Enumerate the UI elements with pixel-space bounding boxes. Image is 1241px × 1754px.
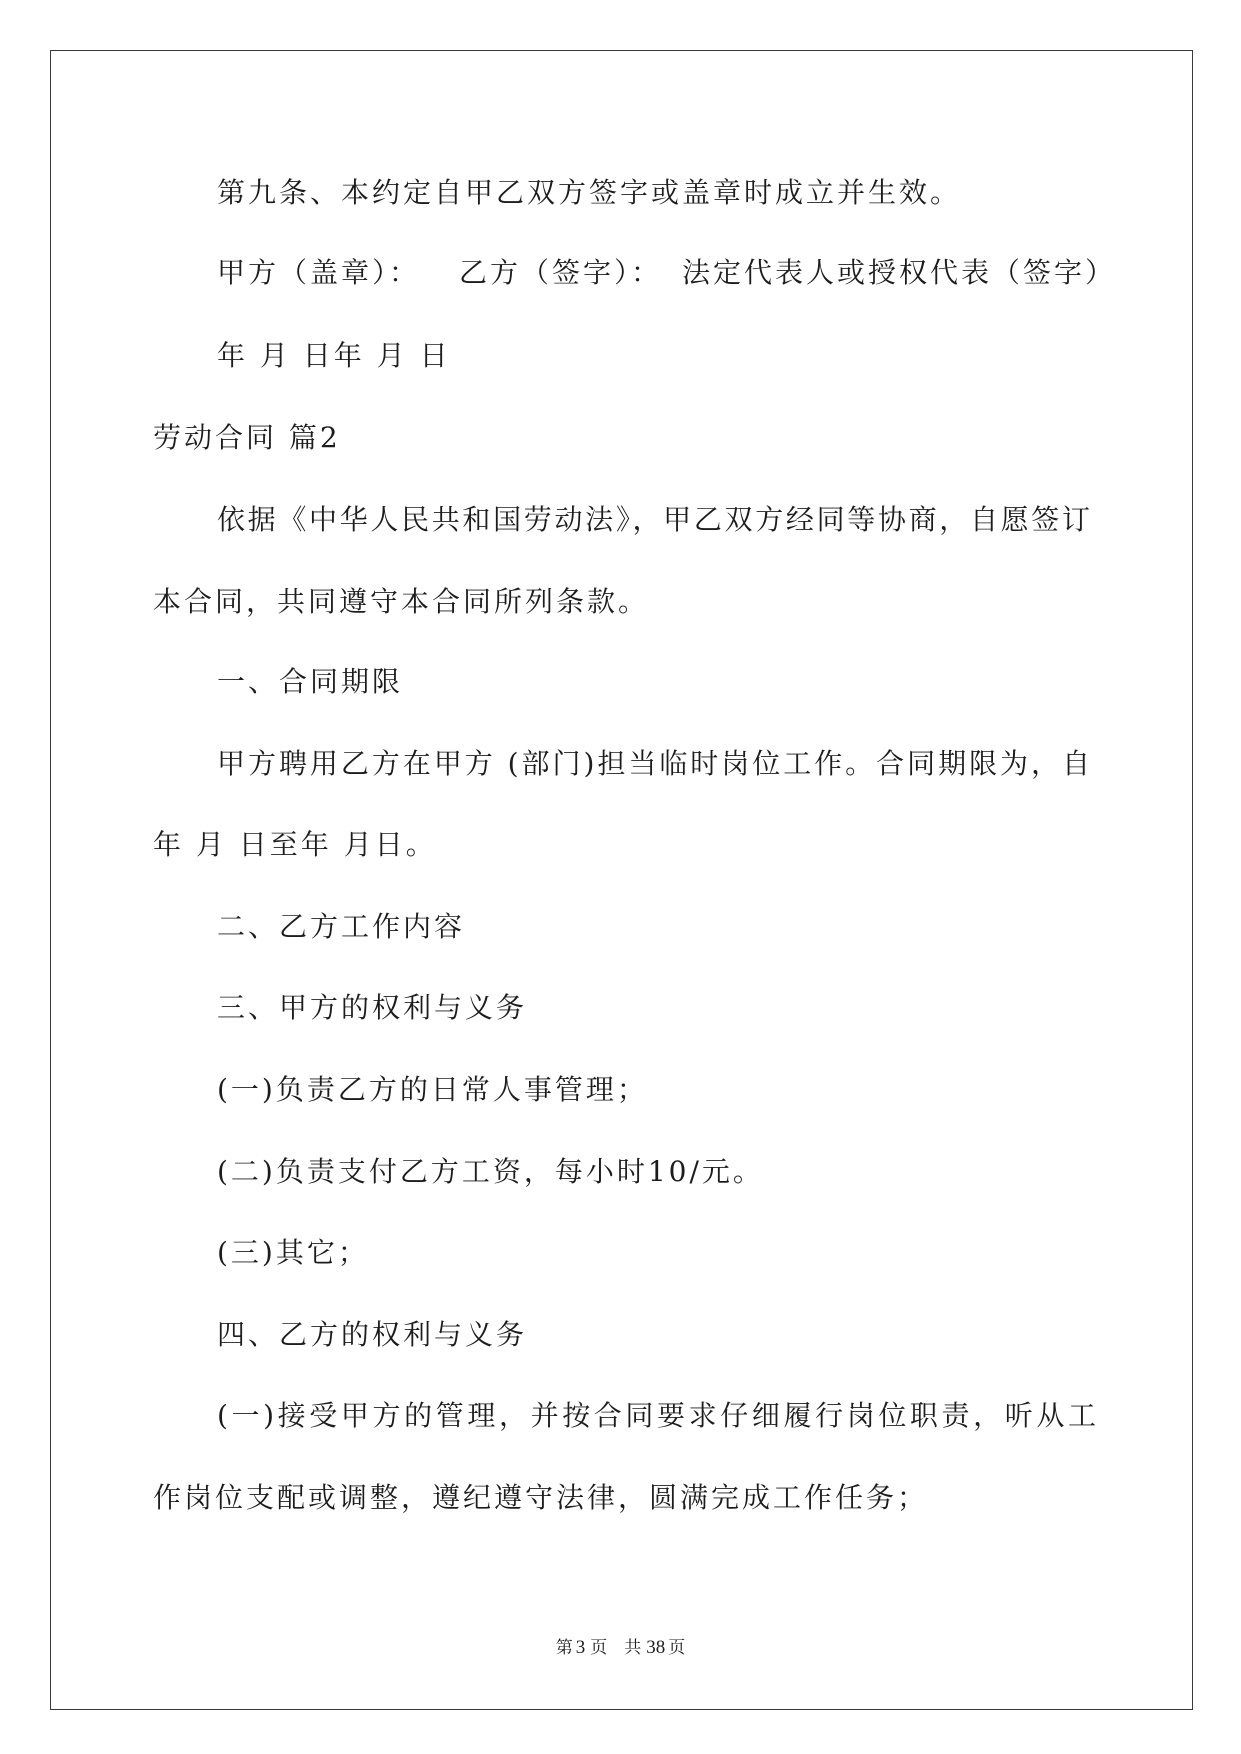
section-2-title: 二、乙方工作内容 <box>217 910 466 943</box>
signature-date-line: 年 月 日年 月 日 <box>217 339 451 372</box>
preamble-line-1: 依据《中华人民共和国劳动法》，甲乙双方经同等协商，自愿签订 <box>217 503 1090 536</box>
page-number-footer <box>0 1636 1241 1660</box>
representative-signature-label: 法定代表人或授权代表（签字） <box>682 256 1117 289</box>
contract-heading: 劳动合同 篇2 <box>153 421 341 454</box>
section-4-item-1-line-1: (一)接受甲方的管理，并按合同要求仔细履行岗位职责，听从工 <box>217 1399 1096 1432</box>
footer-suffix: 页 <box>668 1638 686 1658</box>
total-page-count: 38 <box>646 1637 666 1658</box>
section-4-title: 四、乙方的权利与义务 <box>217 1318 528 1351</box>
footer-middle: 页 共 <box>590 1638 642 1658</box>
section-3-item-3: (三)其它； <box>217 1236 369 1269</box>
party-b-signature-label: 乙方（签字）： <box>459 256 663 289</box>
section-3-title: 三、甲方的权利与义务 <box>217 991 528 1024</box>
page-border <box>50 50 1193 1710</box>
party-a-seal-label: 甲方（盖章）： <box>217 256 421 289</box>
section-1-body-line-1: 甲方聘用乙方在甲方 (部门)担当临时岗位工作。合同期限为，自 <box>217 747 1090 780</box>
footer-prefix: 第 <box>555 1638 573 1658</box>
current-page-number: 3 <box>575 1637 586 1658</box>
article-9-text: 第九条、本约定自甲乙双方签字或盖章时成立并生效。 <box>217 176 962 209</box>
section-1-body-line-2: 年 月 日至年 月日。 <box>153 828 437 861</box>
section-4-item-1-line-2: 作岗位支配或调整，遵纪遵守法律，圆满完成工作任务； <box>153 1481 929 1514</box>
section-3-item-2: (二)负责支付乙方工资，每小时10/元。 <box>217 1155 764 1188</box>
section-1-title: 一、合同期限 <box>217 665 404 698</box>
preamble-line-2: 本合同，共同遵守本合同所列条款。 <box>153 585 650 618</box>
section-3-item-1: (一)负责乙方的日常人事管理； <box>217 1073 648 1106</box>
